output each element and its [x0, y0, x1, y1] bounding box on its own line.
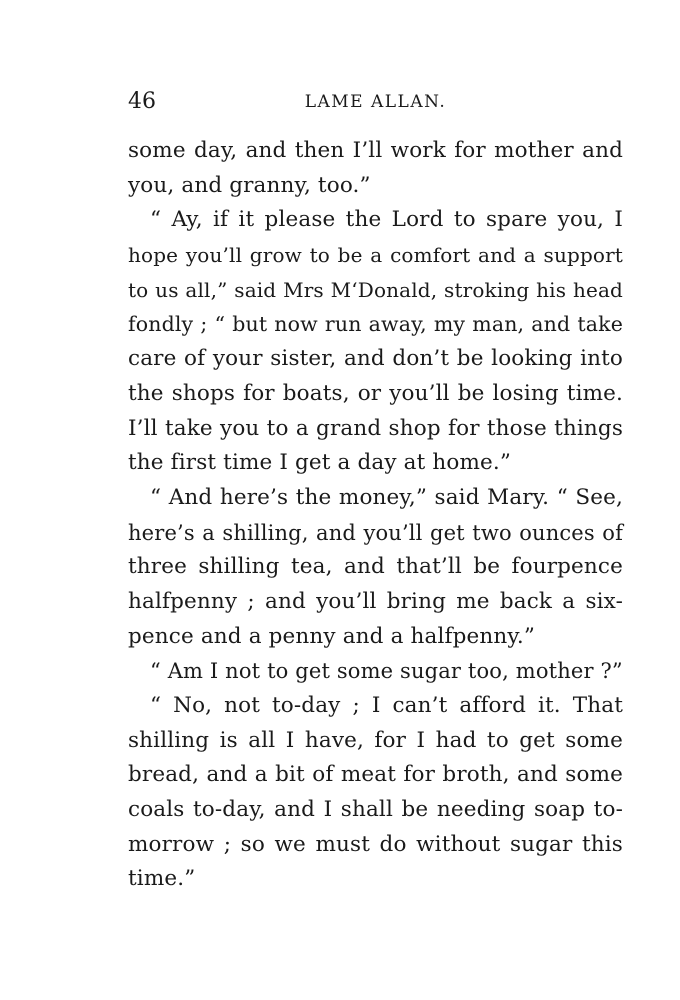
- text-line: bread, and a bit of meat for broth, and some: [128, 762, 623, 788]
- text-line: hope you’ll grow to be a comfort and a support: [128, 243, 623, 268]
- running-head: LAME ALLAN.: [304, 92, 447, 112]
- body-text: [128, 134, 623, 897]
- text-line: care of your sister, and don’t be looking into: [128, 346, 623, 372]
- text-line: coals to-day, and I shall be needing soap to-: [128, 797, 623, 823]
- text-line: three shilling tea, and that’ll be fourpence: [128, 554, 623, 580]
- text-line: the shops for boats, or you’ll be losing time.: [128, 380, 623, 406]
- page-number: 46: [128, 89, 156, 114]
- text-line: time.”: [128, 866, 196, 892]
- text-line: some day, and then I’ll work for mother and: [128, 138, 623, 163]
- text-line: “ No, not to-day ; I can’t afford it. That: [150, 693, 623, 718]
- text-line: fondly ; “ but now run away, my man, and take: [128, 312, 623, 337]
- text-line: you, and granny, too.”: [128, 172, 371, 198]
- text-line: pence and a penny and a halfpenny.”: [128, 623, 535, 649]
- text-line: halfpenny ; and you’ll bring me back a six-: [128, 588, 623, 614]
- text-line: morrow ; so we must do without sugar this: [128, 831, 623, 857]
- text-line: to us all,” said Mrs M‘Donald, stroking his head: [128, 277, 623, 302]
- text-line: the first time I get a day at home.”: [128, 450, 512, 476]
- text-line: “ And here’s the money,” said Mary. “ See,: [150, 484, 623, 510]
- text-line: here’s a shilling, and you’ll get two ounces of: [128, 520, 623, 545]
- text-line: shilling is all I have, for I had to get some: [128, 727, 623, 753]
- page-header: [128, 86, 623, 118]
- text-line: “ Am I not to get some sugar too, mother ?”: [150, 659, 623, 684]
- text-line: “ Ay, if it please the Lord to spare you, I: [150, 207, 623, 233]
- text-line: I’ll take you to a grand shop for those things: [128, 415, 623, 441]
